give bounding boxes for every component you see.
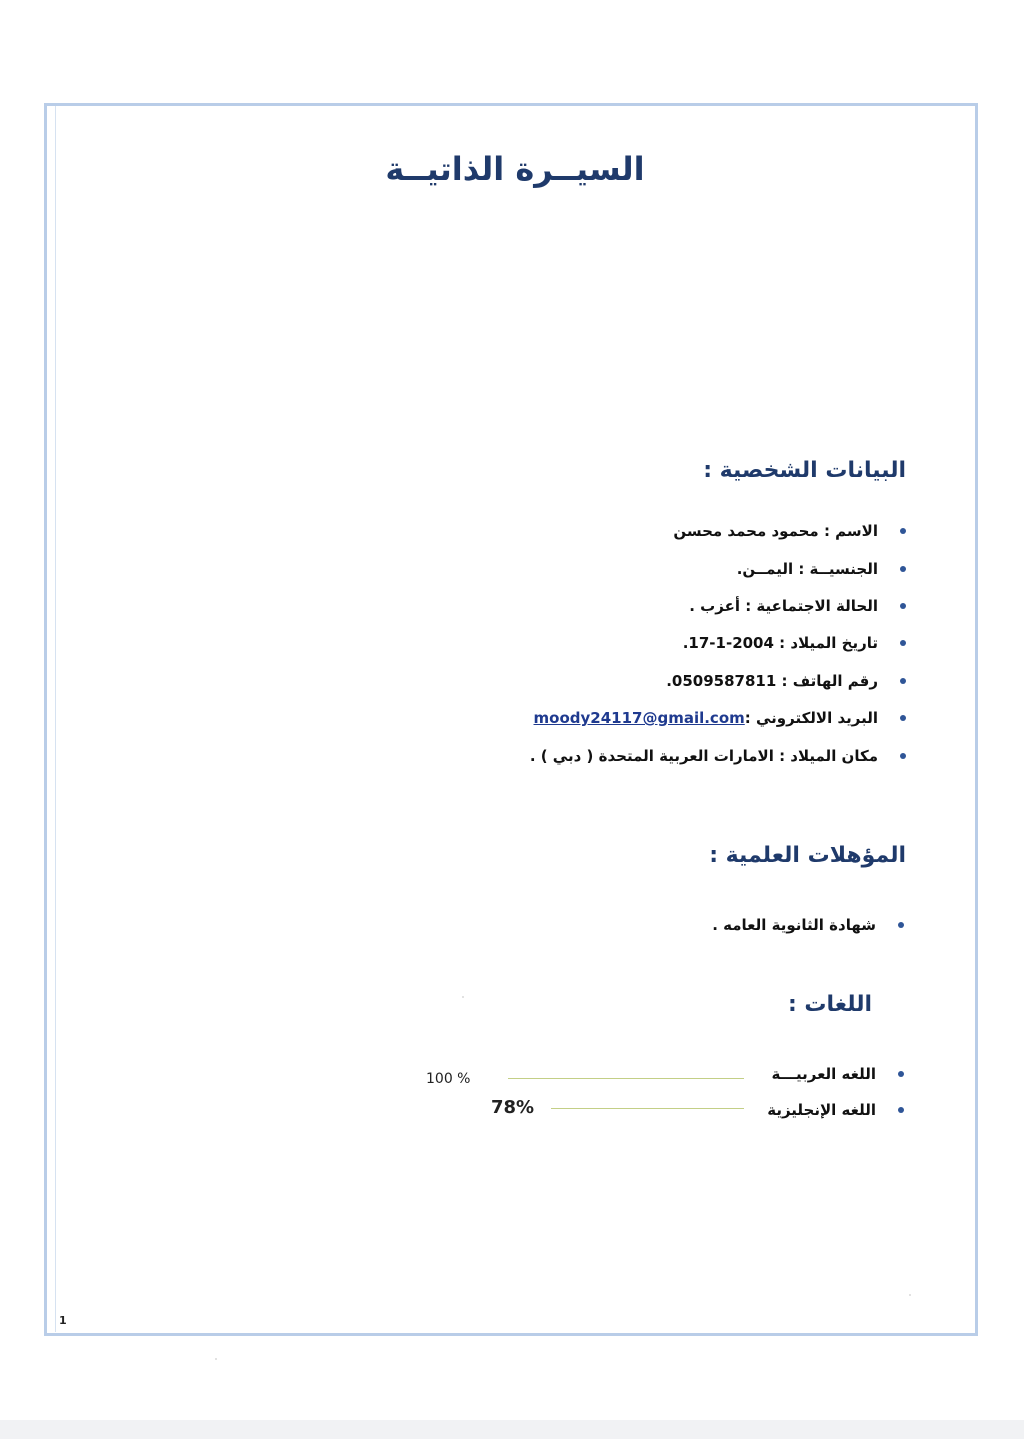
name-text: الاسم : محمود محمد محسن	[673, 522, 878, 540]
bullet-icon	[898, 922, 904, 928]
email-label: البريد الالكتروني :	[744, 709, 878, 727]
language-level-english: 78%	[491, 1097, 535, 1118]
birth-date-text: تاريخ الميلاد : 2004-1-17.	[682, 634, 878, 652]
birth-place-text: مكان الميلاد : الامارات العربية المتحدة ( دبي ) .	[529, 747, 878, 765]
bullet-icon	[898, 1107, 904, 1113]
bullet-icon	[900, 566, 906, 572]
bullet-icon	[900, 715, 906, 721]
bullet-icon	[898, 1071, 904, 1077]
list-item-birth-date	[683, 634, 906, 652]
personal-info-heading: البيانات الشخصية :	[703, 458, 906, 483]
page-number: 1	[59, 1314, 67, 1327]
list-item-language-arabic	[772, 1065, 905, 1083]
bullet-icon	[900, 528, 906, 534]
list-item-marital-status	[689, 597, 906, 615]
list-item-language-english	[767, 1101, 904, 1119]
scan-background	[0, 1420, 1024, 1439]
scan-speck	[462, 996, 464, 998]
bullet-icon	[900, 603, 906, 609]
marital-status-text: الحالة الاجتماعية : أعزب .	[689, 597, 878, 615]
languages-heading: اللغات :	[787, 992, 872, 1017]
list-item-email	[534, 709, 906, 727]
phone-text: رقم الهاتف : 0509587811.	[666, 672, 878, 690]
list-item-name	[673, 522, 906, 540]
language-level-arabic: 100 %	[426, 1071, 471, 1087]
scan-speck	[215, 1358, 217, 1360]
language-bar-english	[551, 1108, 744, 1109]
bullet-icon	[900, 640, 906, 646]
list-item-birth-place	[530, 747, 906, 765]
language-bar-arabic	[508, 1078, 744, 1079]
list-item-qualification	[712, 916, 904, 934]
qualifications-heading: المؤهلات العلمية :	[709, 843, 906, 868]
language-label-english: اللغه الإنجليزية	[767, 1101, 876, 1119]
bullet-icon	[900, 678, 906, 684]
list-item-nationality	[737, 560, 906, 578]
nationality-text: الجنسيــة : اليمــن.	[736, 560, 878, 578]
list-item-phone	[666, 672, 906, 690]
bullet-icon	[900, 753, 906, 759]
scan-speck	[909, 1294, 911, 1296]
page-title: السيــرة الذاتيــة	[385, 150, 645, 188]
language-label-arabic: اللغه العربيـــة	[771, 1065, 876, 1083]
qualification-text: شهادة الثانوية العامه .	[712, 916, 876, 934]
email-link[interactable]: moody24117@gmail.com	[533, 709, 745, 727]
